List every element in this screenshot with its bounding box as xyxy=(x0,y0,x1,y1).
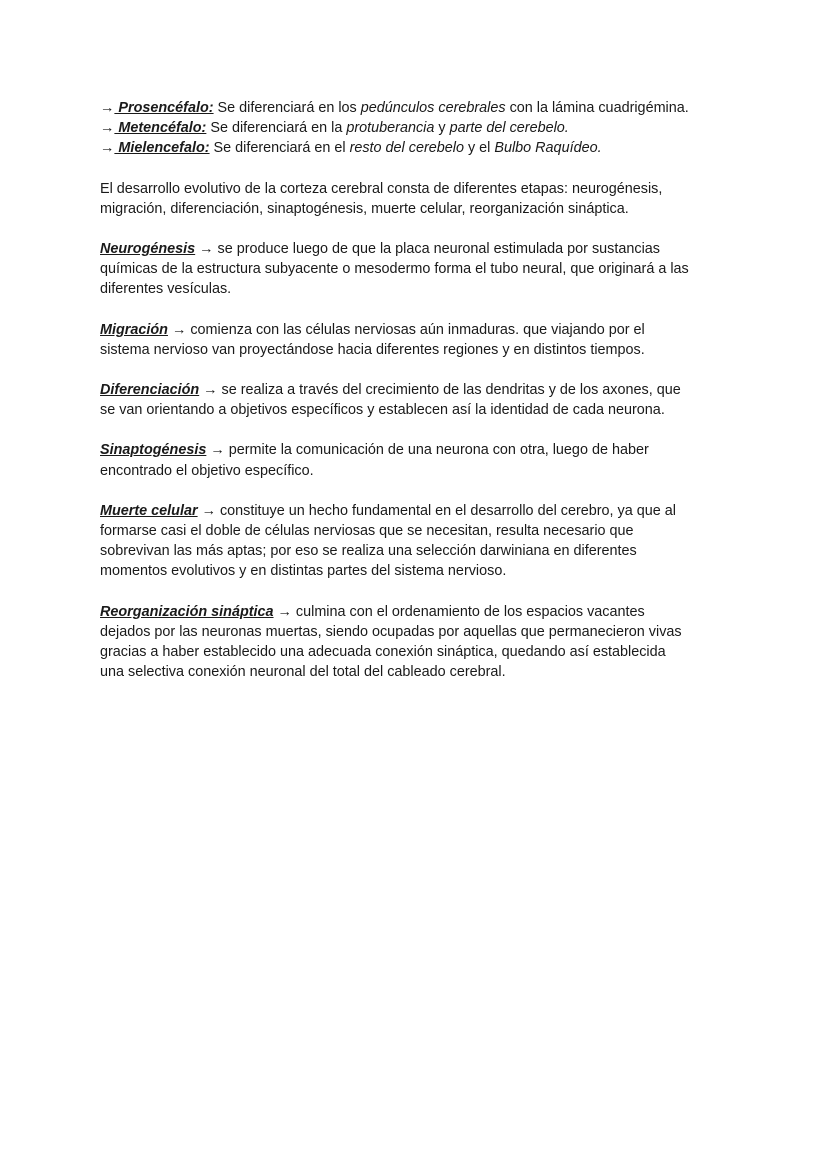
stage-line: diferentes vesículas. xyxy=(100,281,232,298)
stage-line: momentos evolutivos y en distintas partes del sistema nervioso. xyxy=(100,563,507,580)
italic-run: resto del cerebelo xyxy=(349,140,464,157)
stage-text: → comienza con las células nerviosas aún inmaduras. que viajando por el xyxy=(167,321,645,338)
document-page xyxy=(100,98,740,682)
stage-line: gracias a haber establecido una adecuada conexión sináptica, quedando así establecida xyxy=(100,644,666,661)
stage-line: encontrado el objetivo específico. xyxy=(100,462,314,479)
vesicle-item-metencefalo xyxy=(100,118,740,138)
arrow: → xyxy=(100,120,115,137)
text-run: Se diferenciará en el xyxy=(209,140,350,157)
stage-term: Muerte celular xyxy=(100,502,198,519)
vesicle-list xyxy=(100,98,740,159)
text-run: y el xyxy=(463,140,495,157)
stage-line: formarse casi el doble de células nerviosas que se necesitan, resulta necesario que xyxy=(100,523,634,540)
text-run: con la lámina cuadrigémina. xyxy=(505,100,689,116)
intro-line: El desarrollo evolutivo de la corteza cerebral consta de diferentes etapas: neurogénesis, xyxy=(100,180,663,197)
stage-line: se van orientando a objetivos específicos y establecen así la identidad de cada neurona. xyxy=(100,402,665,419)
vesicle-term: Prosencéfalo: xyxy=(114,100,214,116)
arrow: → xyxy=(100,100,115,116)
stage-text: → se realiza a través del crecimiento de las dendritas y de los axones, que xyxy=(199,382,681,399)
stage-paragraph-migracion xyxy=(100,320,740,360)
stage-term: Diferenciación xyxy=(100,382,200,399)
stage-first-line xyxy=(100,602,740,622)
stage-term: Sinaptogénesis xyxy=(100,442,207,459)
stage-term: Reorganización sináptica xyxy=(100,603,274,620)
stage-paragraph-neurogenesis xyxy=(100,239,740,300)
stage-paragraph-diferenciacion xyxy=(100,380,740,420)
stage-line: dejados por las neuronas muertas, siendo ocupadas por aquellas que permanecieron vivas xyxy=(100,623,682,640)
stage-text: → constituye un hecho fundamental en el desarrollo del cerebro, ya que al xyxy=(197,502,676,519)
stage-term: Neurogénesis xyxy=(100,241,196,258)
vesicle-term: Metencéfalo: xyxy=(114,120,207,137)
vesicle-term: Mielencefalo: xyxy=(114,140,210,157)
italic-run: pedúnculos cerebrales xyxy=(360,100,506,116)
arrow: → xyxy=(100,140,115,157)
text-run: Se diferenciará en los xyxy=(213,100,361,116)
stage-text: → permite la comunicación de una neurona con otra, luego de haber xyxy=(206,442,649,459)
stage-first-line xyxy=(100,501,740,521)
vesicle-item-prosencefalo xyxy=(100,98,740,118)
stage-first-line xyxy=(100,320,740,340)
intro-paragraph xyxy=(100,179,740,219)
italic-run: parte del cerebelo. xyxy=(449,120,569,137)
stage-line: químicas de la estructura subyacente o mesodermo forma el tubo neural, que originará a las xyxy=(100,261,689,278)
stage-text: → culmina con el ordenamiento de los espacios vacantes xyxy=(273,603,645,620)
italic-run: protuberancia xyxy=(346,120,435,137)
italic-run: Bulbo Raquídeo. xyxy=(494,140,602,157)
stage-first-line xyxy=(100,440,740,460)
stage-paragraph-reorganizacion-sinaptica xyxy=(100,602,740,683)
stage-line: sistema nervioso van proyectándose hacia diferentes regiones y en distintos tiempos. xyxy=(100,341,645,358)
stage-term: Migración xyxy=(100,321,168,338)
stage-line: sobrevivan las más aptas; por eso se realiza una selección darwiniana en diferentes xyxy=(100,543,637,560)
stage-line: una selectiva conexión neuronal del total del cableado cerebral. xyxy=(100,664,506,681)
stage-text: → se produce luego de que la placa neuronal estimulada por sustancias xyxy=(195,241,660,258)
vesicle-item-mielencefalo xyxy=(100,138,740,158)
stage-first-line xyxy=(100,380,740,400)
stage-paragraph-muerte-celular xyxy=(100,501,740,582)
text-run: Se diferenciará en la xyxy=(206,120,347,137)
intro-line: migración, diferenciación, sinaptogénesis, muerte celular, reorganización sináptica. xyxy=(100,200,629,217)
stage-paragraph-sinaptogenesis xyxy=(100,440,740,480)
stage-first-line xyxy=(100,239,740,259)
text-run: y xyxy=(434,120,450,137)
